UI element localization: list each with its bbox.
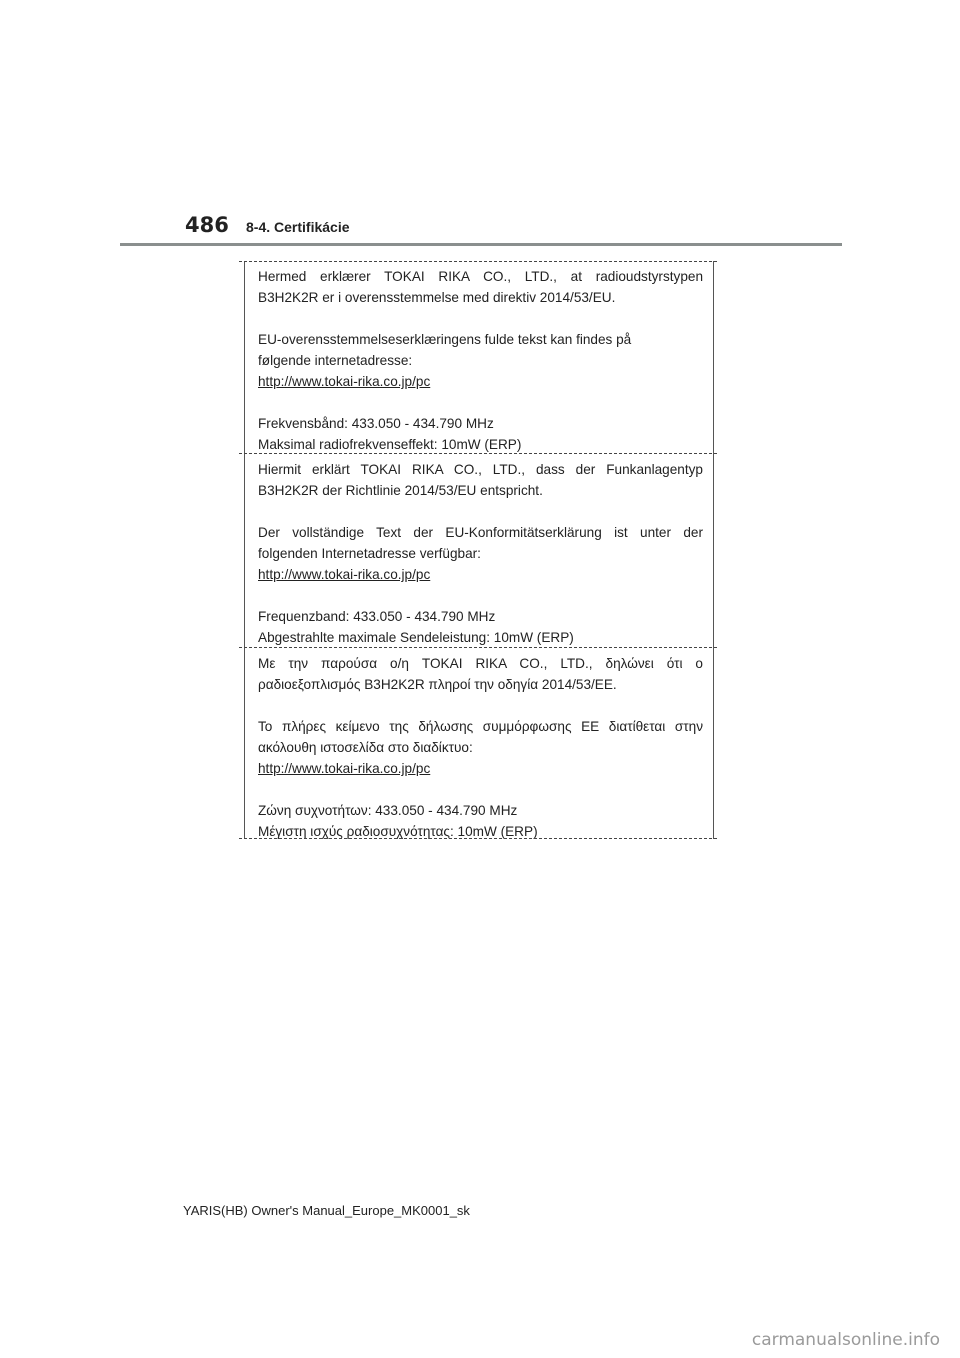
watermark: carmanualsonline.info xyxy=(751,1330,940,1350)
section-title: 8-4. Certifikácie xyxy=(246,219,350,235)
text-line: Το πλήρες κείμενο της δήλωσης συμμόρφωσης ΕΕ διατίθεται στην xyxy=(258,719,703,734)
statement-line: B3H2K2R er i overensstemmelse med direktiv 2014/53/EU. xyxy=(258,290,616,305)
statement-line: Με την παρούσα ο/η TOKAI RIKA CO., LTD., δηλώνει ότι ο xyxy=(258,656,703,671)
max-power: Μέγιστη ισχύς ραδιοσυχνότητας: 10mW (ERP) xyxy=(258,824,538,839)
scan-divider xyxy=(239,453,717,454)
scan-bottom-rule xyxy=(239,838,717,839)
statement-line: Hermed erklærer TOKAI RIKA CO., LTD., at radioudstyrstypen xyxy=(258,269,703,284)
declaration-url-link[interactable]: http://www.tokai-rika.co.jp/pc xyxy=(258,761,431,776)
max-power: Maksimal radiofrekvenseffekt: 10mW (ERP) xyxy=(258,437,522,452)
frequency-band: Ζώνη συχνοτήτων: 433.050 - 434.790 MHz xyxy=(258,803,518,818)
declaration-url-link[interactable]: http://www.tokai-rika.co.jp/pc xyxy=(258,374,431,389)
declaration-url-link[interactable]: http://www.tokai-rika.co.jp/pc xyxy=(258,567,431,582)
scan-top-rule xyxy=(239,261,717,262)
certificate-scan xyxy=(244,261,714,839)
statement-line: ραδιοεξοπλισμός B3H2K2R πληροί την οδηγία 2014/53/ΕΕ. xyxy=(258,677,617,692)
scan-divider xyxy=(239,647,717,648)
page-number: 486 xyxy=(185,213,229,237)
text-line: følgende internetadresse: xyxy=(258,353,413,368)
footer-manual-id: YARIS(HB) Owner's Manual_Europe_MK0001_sk xyxy=(183,1203,470,1218)
declaration-german xyxy=(258,459,703,648)
statement-line: Hiermit erklärt TOKAI RIKA CO., LTD., dass der Funkanlagentyp xyxy=(258,462,703,477)
declaration-greek xyxy=(258,653,703,842)
statement-line: B3H2K2R der Richtlinie 2014/53/EU entspricht. xyxy=(258,483,543,498)
header-divider xyxy=(120,243,842,246)
text-line: EU-overensstemmelseserklæringens fulde tekst kan findes på xyxy=(258,332,632,347)
max-power: Abgestrahlte maximale Sendeleistung: 10mW (ERP) xyxy=(258,630,574,645)
text-line: folgenden Internetadresse verfügbar: xyxy=(258,546,481,561)
frequency-band: Frekvensbånd: 433.050 - 434.790 MHz xyxy=(258,416,494,431)
text-line: Der vollständige Text der EU-Konformitätserklärung ist unter der xyxy=(258,525,703,540)
text-line: ακόλουθη ιστοσελίδα στο διαδίκτυο: xyxy=(258,740,473,755)
frequency-band: Frequenzband: 433.050 - 434.790 MHz xyxy=(258,609,496,624)
declaration-danish xyxy=(258,266,703,455)
